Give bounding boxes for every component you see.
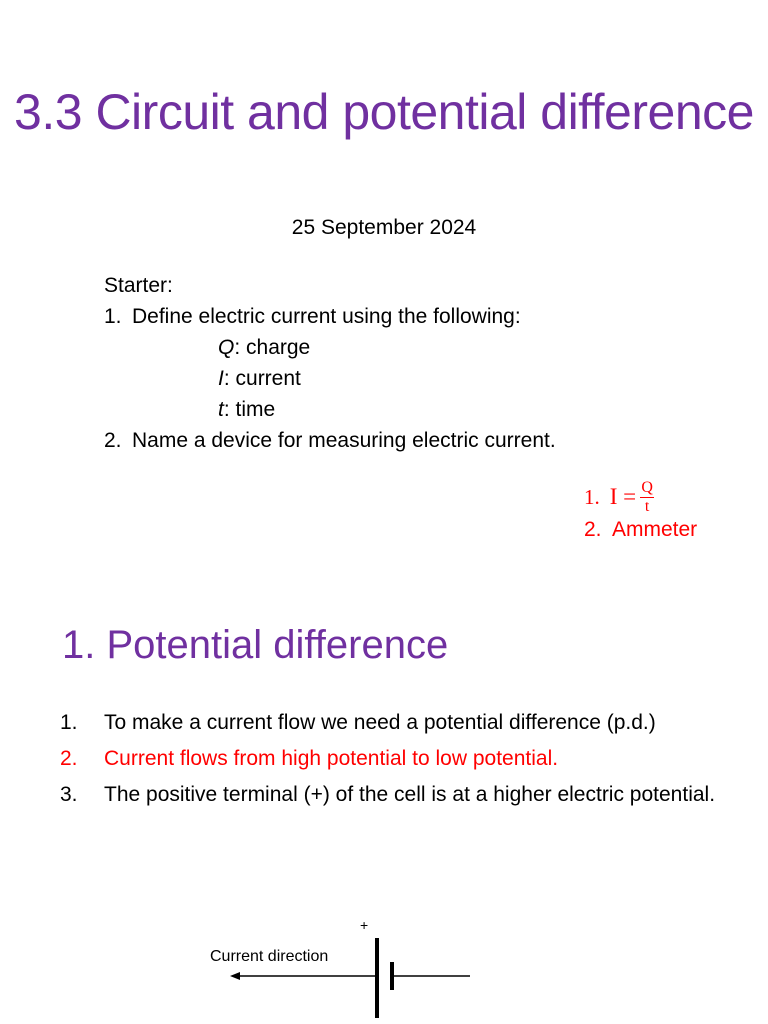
answer-number: 2. [584, 518, 602, 541]
symbol: t [218, 398, 224, 421]
definition-text: : charge [234, 336, 311, 359]
section-title: 1. Potential difference [62, 623, 449, 667]
item-number: 2. [60, 747, 78, 770]
starter-question-1 [104, 301, 556, 332]
list-item [60, 708, 740, 738]
formula-lhs: I = [609, 484, 637, 509]
answer-number: 1. [584, 485, 600, 509]
definition-charge [104, 332, 556, 363]
question-number: 2. [104, 429, 122, 452]
definition-current [104, 363, 556, 394]
question-number: 1. [104, 305, 122, 328]
definition-text: : time [223, 398, 276, 421]
answers-block [584, 478, 697, 544]
arrow-head [230, 972, 240, 980]
item-text: Current flows from high potential to low potential. [104, 747, 559, 770]
answer-2 [584, 516, 697, 544]
symbol: I [218, 367, 224, 390]
starter-question-2 [104, 425, 556, 456]
fraction [640, 480, 654, 515]
question-text: Define electric current using the following: [132, 305, 521, 328]
item-number: 3. [60, 783, 78, 806]
item-text: The positive terminal (+) of the cell is at a higher electric potential. [104, 783, 716, 806]
date: 25 September 2024 [291, 216, 477, 239]
page-title: 3.3 Circuit and potential difference [14, 84, 754, 140]
definition-text: : current [223, 367, 301, 390]
list-item [60, 744, 740, 774]
current-direction-label: Current direction [210, 948, 329, 965]
answer-text: Ammeter [612, 518, 698, 541]
definition-time [104, 394, 556, 425]
list-item [60, 780, 740, 810]
item-number: 1. [60, 711, 78, 734]
question-text: Name a device for measuring electric current. [132, 429, 556, 452]
cell-diagram [0, 910, 768, 1024]
points-list [60, 708, 740, 816]
item-text: To make a current flow we need a potential difference (p.d.) [104, 711, 656, 734]
starter-block [104, 270, 556, 456]
starter-heading: Starter: [104, 274, 173, 297]
answer-1 [584, 478, 697, 516]
symbol: Q [218, 336, 235, 359]
fraction-denominator: t [644, 497, 650, 515]
fraction-numerator: Q [641, 478, 653, 496]
plus-sign: + [360, 917, 369, 933]
